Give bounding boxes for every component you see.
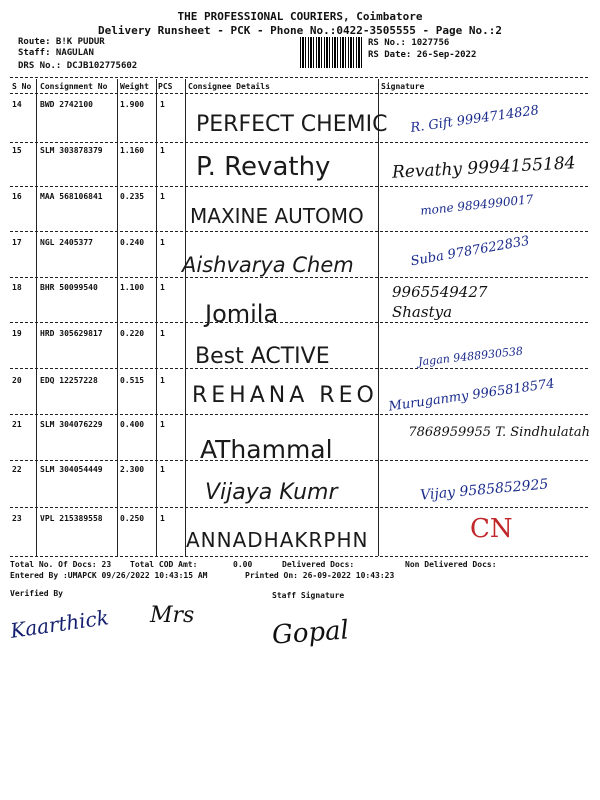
row-rule: [10, 460, 588, 461]
row-consignment: EDQ 12257228: [40, 376, 98, 385]
col-divider: [378, 79, 379, 556]
row-signature: Revathy 9994155184: [391, 153, 576, 183]
row-rule: [10, 277, 588, 278]
row-consignment: HRD 305629817: [40, 329, 103, 338]
row-consignee-handwritten: P. Revathy: [196, 152, 331, 182]
row-rule: [10, 322, 588, 323]
row-pcs: 1: [160, 465, 165, 474]
row-sno: 14: [12, 100, 22, 109]
row-pcs: 1: [160, 283, 165, 292]
col-divider: [117, 79, 118, 556]
row-sno: 22: [12, 465, 22, 474]
row-rule: [10, 414, 588, 415]
row-signature: Jagan 9488930538: [417, 344, 524, 369]
row-sno: 16: [12, 192, 22, 201]
row-sno: 18: [12, 283, 22, 292]
row-pcs: 1: [160, 238, 165, 247]
row-sno: 20: [12, 376, 22, 385]
row-signature: Suba 9787622833: [409, 233, 531, 270]
row-signature: Muruganmy 9965818574: [387, 376, 556, 415]
row-consignee-handwritten: Aishvarya Chem: [182, 253, 354, 277]
drs-number: DRS No.: DCJB102775602: [18, 61, 138, 71]
row-consignment: SLM 304054449: [40, 465, 103, 474]
row-signature: CN: [470, 514, 513, 544]
col-header: PCS: [158, 82, 173, 91]
row-weight: 1.900: [120, 100, 145, 109]
col-header: Consignment No: [40, 82, 108, 91]
row-weight: 1.160: [120, 146, 145, 155]
row-weight: 2.300: [120, 465, 145, 474]
row-sno: 17: [12, 238, 22, 247]
header-rule: [10, 93, 588, 94]
row-consignee-handwritten: PERFECT CHEMIC: [196, 112, 388, 137]
row-pcs: 1: [160, 329, 165, 338]
row-signature: 7868959955 T. Sindhulatah: [408, 425, 590, 440]
row-consignment: SLM 304076229: [40, 420, 103, 429]
rs-number: RS No.: 1027756: [368, 38, 450, 48]
row-weight: 0.220: [120, 329, 145, 338]
entered-by: Entered By :UMAPCK 09/26/2022 10:43:15 AM: [10, 571, 208, 580]
row-rule: [10, 231, 588, 232]
secondary-signature: Mrs: [150, 603, 195, 628]
row-signature: 9965549427 Shastya: [392, 283, 488, 321]
verified-by-label: Verified By: [10, 589, 63, 598]
col-header: S No: [12, 82, 32, 91]
row-pcs: 1: [160, 420, 165, 429]
staff-label: Staff: NAGULAN: [18, 48, 94, 58]
printed-on: Printed On: 26-09-2022 10:43:23: [245, 571, 395, 580]
row-pcs: 1: [160, 514, 165, 523]
total-cod-label: Total COD Amt:: [130, 560, 198, 569]
row-sno: 21: [12, 420, 22, 429]
col-divider: [36, 79, 37, 556]
verified-signature: Kaarthick: [8, 605, 111, 643]
row-sno: 19: [12, 329, 22, 338]
barcode: [300, 37, 362, 68]
row-weight: 0.400: [120, 420, 145, 429]
row-consignee-handwritten: AThammal: [200, 435, 333, 464]
row-sno: 15: [12, 146, 22, 155]
row-signature: R. Gift 9994714828: [409, 103, 540, 136]
row-weight: 0.515: [120, 376, 145, 385]
row-consignment: NGL 2405377: [40, 238, 93, 247]
delivered-docs: Delivered Docs:: [282, 560, 355, 569]
row-weight: 0.235: [120, 192, 145, 201]
row-rule: [10, 186, 588, 187]
row-consignee-handwritten: Vijaya Kumr: [205, 480, 338, 505]
row-consignment: BWD 2742100: [40, 100, 93, 109]
row-pcs: 1: [160, 146, 165, 155]
col-divider: [156, 79, 157, 556]
row-rule: [10, 507, 588, 508]
row-consignee-handwritten: Best ACTIVE: [195, 344, 330, 369]
row-consignee-handwritten: ANNADHAKRPHN: [186, 528, 369, 552]
staff-signature: Gopal: [271, 615, 350, 651]
row-signature: mone 9894990017: [419, 192, 535, 218]
total-docs: Total No. Of Docs: 23: [10, 560, 112, 569]
rs-date: RS Date: 26-Sep-2022: [368, 50, 477, 60]
col-header: Signature: [381, 82, 425, 91]
document-title: THE PROFESSIONAL COURIERS, Coimbatore: [177, 10, 423, 23]
row-weight: 1.100: [120, 283, 145, 292]
row-signature: Vijay 9585852925: [419, 476, 549, 504]
row-consignment: VPL 215389558: [40, 514, 103, 523]
row-pcs: 1: [160, 376, 165, 385]
staff-signature-label: Staff Signature: [272, 591, 345, 600]
route-label: Route: B!K PUDUR: [18, 37, 105, 47]
document-subtitle: Delivery Runsheet - PCK - Phone No.:0422-3505555 - Page No.:2: [98, 24, 502, 37]
row-sno: 23: [12, 514, 22, 523]
row-consignment: MAA 568106841: [40, 192, 103, 201]
row-pcs: 1: [160, 192, 165, 201]
table-top-rule: [10, 77, 588, 78]
row-consignee-handwritten: MAXINE AUTOMO: [190, 204, 364, 228]
col-header: Consignee Details: [188, 82, 270, 91]
col-header: Weight: [120, 82, 149, 91]
row-consignee-handwritten: Jomila: [205, 300, 279, 328]
row-weight: 0.250: [120, 514, 145, 523]
col-divider: [185, 79, 186, 556]
row-rule: [10, 556, 588, 557]
row-consignment: BHR 50099540: [40, 283, 98, 292]
row-rule: [10, 368, 588, 369]
row-pcs: 1: [160, 100, 165, 109]
row-weight: 0.240: [120, 238, 145, 247]
non-delivered-docs: Non Delivered Docs:: [405, 560, 497, 569]
total-cod-value: 0.00: [233, 560, 253, 569]
row-rule: [10, 142, 588, 143]
row-consignee-handwritten: REHANA REO: [192, 383, 378, 408]
row-consignment: SLM 303878379: [40, 146, 103, 155]
